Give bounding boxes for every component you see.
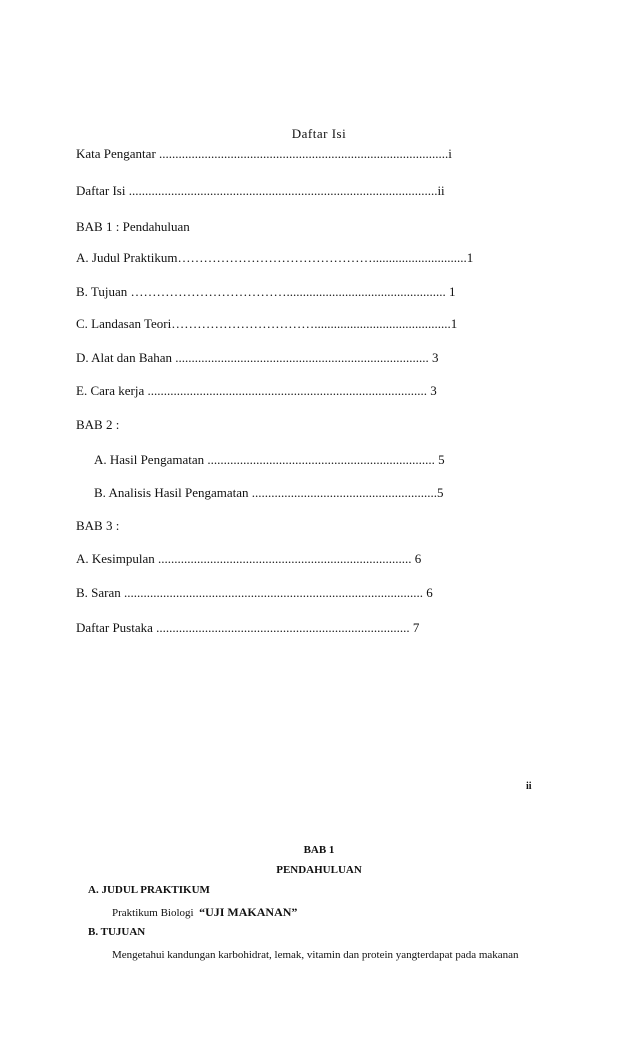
section-a-heading: A. JUDUL PRAKTIKUM [88,884,210,896]
toc-entry-kesimpulan: A. Kesimpulan .............................................................................. 6 [76,551,422,566]
toc-entry-daftar-isi: Daftar Isi ...............................................................................................ii [76,183,445,198]
toc-entry-bab3: BAB 3 : [76,518,120,533]
toc-entry-bab2: BAB 2 : [76,417,120,432]
toc-entry-landasan-teori: C. Landasan Teori……………………………..........................................1 [76,316,458,331]
section-b-text: Mengetahui kandungan karbohidrat, lemak, vitamin dan protein yangterdapat pada makanan [112,949,519,961]
toc-entry-tujuan: B. Tujuan ………………………………................................................. 1 [76,284,456,299]
toc-entry-analisis: B. Analisis Hasil Pengamatan .........................................................5 [94,485,444,500]
toc-entry-cara-kerja: E. Cara kerja ...................................................................................... 3 [76,383,437,398]
toc-entry-alat-bahan: D. Alat dan Bahan .............................................................................. 3 [76,350,439,365]
section-b-heading: B. TUJUAN [88,926,146,938]
section-a-text-plain: Praktikum Biologi [112,907,194,919]
toc-entry-daftar-pustaka: Daftar Pustaka .............................................................................. 7 [76,620,420,635]
page-number: ii [526,781,532,792]
toc-entry-hasil-pengamatan: A. Hasil Pengamatan ...................................................................... 5 [94,452,445,467]
toc-entry-saran: B. Saran ............................................................................................ 6 [76,585,433,600]
chapter-label: BAB 1 [303,844,335,856]
section-a-text [112,905,297,920]
toc-entry-kata-pengantar: Kata Pengantar .........................................................................................i [76,146,452,161]
section-a-text-bold: “UJI MAKANAN” [199,905,298,919]
toc-title: Daftar Isi [291,126,347,141]
toc-entry-judul-praktikum: A. Judul Praktikum……………………………………….............................1 [76,250,474,265]
toc-entry-bab1: BAB 1 : Pendahuluan [76,219,190,234]
chapter-title: PENDAHULUAN [276,864,362,876]
